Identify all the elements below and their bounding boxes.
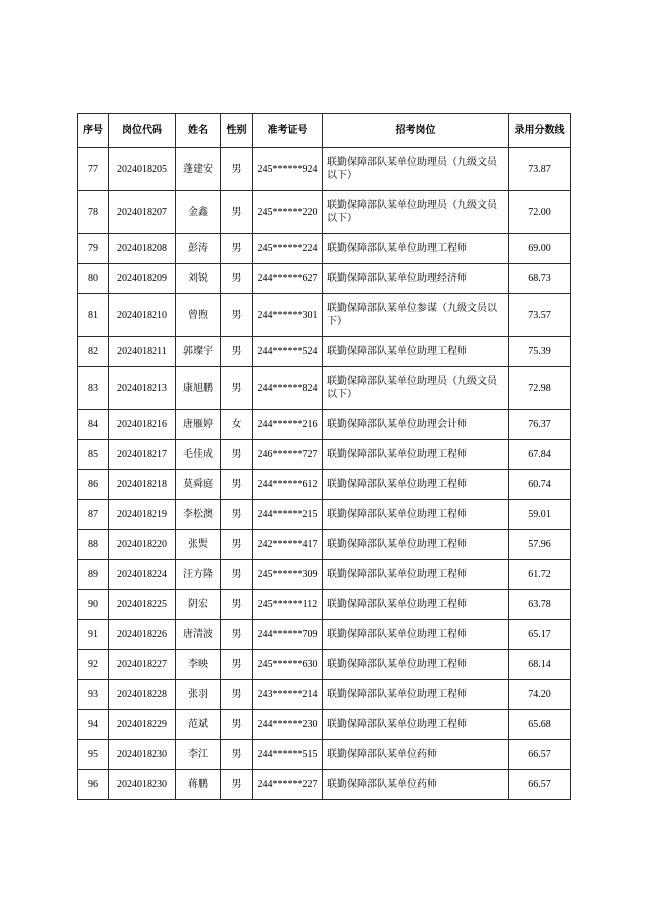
cell-seq: 96 (78, 770, 109, 800)
cell-position: 联勤保障部队某单位参谋（九级文员以下） (323, 294, 509, 337)
cell-code: 2024018225 (109, 590, 176, 620)
cell-seq: 90 (78, 590, 109, 620)
cell-ticket: 245******309 (253, 560, 323, 590)
cell-seq: 89 (78, 560, 109, 590)
cell-ticket: 244******227 (253, 770, 323, 800)
cell-code: 2024018211 (109, 337, 176, 367)
cell-gender: 男 (221, 264, 253, 294)
cell-position: 联勤保障部队某单位助理经济师 (323, 264, 509, 294)
table-row (78, 710, 571, 740)
cell-ticket: 245******224 (253, 234, 323, 264)
cell-score: 60.74 (509, 470, 571, 500)
table-row (78, 740, 571, 770)
table-row (78, 470, 571, 500)
cell-gender: 男 (221, 680, 253, 710)
table-row (78, 500, 571, 530)
cell-seq: 86 (78, 470, 109, 500)
header-name: 姓名 (176, 114, 221, 148)
cell-seq: 94 (78, 710, 109, 740)
cell-position: 联勤保障部队某单位助理员（九级文员以下） (323, 367, 509, 410)
cell-seq: 87 (78, 500, 109, 530)
cell-gender: 男 (221, 710, 253, 740)
cell-position: 联勤保障部队某单位助理工程师 (323, 500, 509, 530)
cell-name: 郭璨宇 (176, 337, 221, 367)
cell-position: 联勤保障部队某单位药师 (323, 740, 509, 770)
cell-code: 2024018210 (109, 294, 176, 337)
cell-score: 68.14 (509, 650, 571, 680)
cell-code: 2024018208 (109, 234, 176, 264)
cell-name: 唐清波 (176, 620, 221, 650)
cell-name: 唐雁婷 (176, 410, 221, 440)
cell-code: 2024018229 (109, 710, 176, 740)
cell-score: 72.00 (509, 191, 571, 234)
cell-name: 蓬建安 (176, 148, 221, 191)
table-row (78, 770, 571, 800)
cell-gender: 男 (221, 470, 253, 500)
cell-score: 75.39 (509, 337, 571, 367)
cell-seq: 77 (78, 148, 109, 191)
cell-name: 张羽 (176, 680, 221, 710)
cell-name: 李映 (176, 650, 221, 680)
cell-code: 2024018219 (109, 500, 176, 530)
cell-gender: 男 (221, 148, 253, 191)
cell-position: 联勤保障部队某单位助理工程师 (323, 650, 509, 680)
cell-gender: 女 (221, 410, 253, 440)
cell-ticket: 242******417 (253, 530, 323, 560)
cell-gender: 男 (221, 500, 253, 530)
cell-name: 彭涛 (176, 234, 221, 264)
cell-code: 2024018209 (109, 264, 176, 294)
cell-seq: 85 (78, 440, 109, 470)
cell-score: 73.87 (509, 148, 571, 191)
cell-ticket: 245******924 (253, 148, 323, 191)
table-row (78, 560, 571, 590)
header-seq: 序号 (78, 114, 109, 148)
cell-gender: 男 (221, 337, 253, 367)
cell-code: 2024018205 (109, 148, 176, 191)
cell-score: 65.17 (509, 620, 571, 650)
cell-name: 李江 (176, 740, 221, 770)
table-row (78, 367, 571, 410)
cell-gender: 男 (221, 440, 253, 470)
cell-code: 2024018220 (109, 530, 176, 560)
cell-position: 联勤保障部队某单位助理会计师 (323, 410, 509, 440)
header-score: 录用分数线 (509, 114, 571, 148)
cell-ticket: 244******709 (253, 620, 323, 650)
table-row (78, 680, 571, 710)
cell-code: 2024018230 (109, 770, 176, 800)
cell-code: 2024018226 (109, 620, 176, 650)
cell-ticket: 244******524 (253, 337, 323, 367)
cell-score: 66.57 (509, 740, 571, 770)
table-row (78, 264, 571, 294)
cell-score: 73.57 (509, 294, 571, 337)
cell-seq: 91 (78, 620, 109, 650)
cell-ticket: 244******612 (253, 470, 323, 500)
cell-position: 联勤保障部队某单位助理员（九级文员以下） (323, 148, 509, 191)
cell-code: 2024018227 (109, 650, 176, 680)
cell-seq: 95 (78, 740, 109, 770)
cell-position: 联勤保障部队某单位助理工程师 (323, 620, 509, 650)
cell-ticket: 244******824 (253, 367, 323, 410)
cell-position: 联勤保障部队某单位助理工程师 (323, 680, 509, 710)
cell-ticket: 245******630 (253, 650, 323, 680)
cell-ticket: 245******220 (253, 191, 323, 234)
table-row (78, 337, 571, 367)
cell-seq: 83 (78, 367, 109, 410)
cell-gender: 男 (221, 234, 253, 264)
cell-name: 范斌 (176, 710, 221, 740)
cell-position: 联勤保障部队某单位助理工程师 (323, 530, 509, 560)
cell-seq: 79 (78, 234, 109, 264)
cell-name: 莫舜庭 (176, 470, 221, 500)
cell-seq: 81 (78, 294, 109, 337)
cell-position: 联勤保障部队某单位助理员（九级文员以下） (323, 191, 509, 234)
cell-seq: 88 (78, 530, 109, 560)
cell-position: 联勤保障部队某单位药师 (323, 770, 509, 800)
cell-gender: 男 (221, 590, 253, 620)
cell-position: 联勤保障部队某单位助理工程师 (323, 470, 509, 500)
cell-gender: 男 (221, 620, 253, 650)
cell-score: 61.72 (509, 560, 571, 590)
cell-name: 阴宏 (176, 590, 221, 620)
cell-name: 汪方隆 (176, 560, 221, 590)
cell-score: 57.96 (509, 530, 571, 560)
cell-seq: 93 (78, 680, 109, 710)
cell-position: 联勤保障部队某单位助理工程师 (323, 440, 509, 470)
header-position: 招考岗位 (323, 114, 509, 148)
cell-position: 联勤保障部队某单位助理工程师 (323, 590, 509, 620)
cell-name: 毛佳成 (176, 440, 221, 470)
table-row (78, 650, 571, 680)
cell-name: 曾煦 (176, 294, 221, 337)
table-row (78, 148, 571, 191)
cell-gender: 男 (221, 650, 253, 680)
cell-code: 2024018228 (109, 680, 176, 710)
cell-code: 2024018213 (109, 367, 176, 410)
cell-score: 67.84 (509, 440, 571, 470)
table-header-row (78, 114, 571, 148)
cell-gender: 男 (221, 740, 253, 770)
cell-score: 68.73 (509, 264, 571, 294)
cell-seq: 84 (78, 410, 109, 440)
cell-code: 2024018207 (109, 191, 176, 234)
header-code: 岗位代码 (109, 114, 176, 148)
cell-gender: 男 (221, 530, 253, 560)
cell-gender: 男 (221, 367, 253, 410)
cell-score: 66.57 (509, 770, 571, 800)
cell-gender: 男 (221, 294, 253, 337)
cell-seq: 82 (78, 337, 109, 367)
cell-seq: 92 (78, 650, 109, 680)
cell-name: 刘锐 (176, 264, 221, 294)
cell-ticket: 244******515 (253, 740, 323, 770)
table-row (78, 530, 571, 560)
cell-score: 59.01 (509, 500, 571, 530)
cell-name: 蒋鹏 (176, 770, 221, 800)
cell-code: 2024018216 (109, 410, 176, 440)
cell-score: 65.68 (509, 710, 571, 740)
cell-ticket: 244******627 (253, 264, 323, 294)
cell-code: 2024018230 (109, 740, 176, 770)
cell-name: 张煚 (176, 530, 221, 560)
cell-gender: 男 (221, 191, 253, 234)
cell-ticket: 246******727 (253, 440, 323, 470)
header-gender: 性别 (221, 114, 253, 148)
table-body (78, 148, 571, 800)
table-row (78, 590, 571, 620)
cell-position: 联勤保障部队某单位助理工程师 (323, 560, 509, 590)
header-ticket: 准考证号 (253, 114, 323, 148)
cell-position: 联勤保障部队某单位助理工程师 (323, 337, 509, 367)
cell-score: 74.20 (509, 680, 571, 710)
cell-score: 76.37 (509, 410, 571, 440)
table-row (78, 620, 571, 650)
cell-seq: 80 (78, 264, 109, 294)
table-row (78, 410, 571, 440)
cell-position: 联勤保障部队某单位助理工程师 (323, 234, 509, 264)
cell-code: 2024018217 (109, 440, 176, 470)
recruitment-score-table (77, 113, 571, 800)
cell-code: 2024018224 (109, 560, 176, 590)
cell-ticket: 244******215 (253, 500, 323, 530)
table-row (78, 191, 571, 234)
cell-score: 72.98 (509, 367, 571, 410)
cell-position: 联勤保障部队某单位助理工程师 (323, 710, 509, 740)
table-row (78, 440, 571, 470)
cell-score: 69.00 (509, 234, 571, 264)
cell-code: 2024018218 (109, 470, 176, 500)
cell-ticket: 244******301 (253, 294, 323, 337)
cell-gender: 男 (221, 770, 253, 800)
cell-name: 金鑫 (176, 191, 221, 234)
cell-seq: 78 (78, 191, 109, 234)
cell-name: 李松澳 (176, 500, 221, 530)
table-row (78, 294, 571, 337)
cell-name: 康旭鹏 (176, 367, 221, 410)
cell-score: 63.78 (509, 590, 571, 620)
cell-ticket: 244******216 (253, 410, 323, 440)
cell-ticket: 244******230 (253, 710, 323, 740)
table-row (78, 234, 571, 264)
cell-ticket: 245******112 (253, 590, 323, 620)
cell-ticket: 243******214 (253, 680, 323, 710)
cell-gender: 男 (221, 560, 253, 590)
